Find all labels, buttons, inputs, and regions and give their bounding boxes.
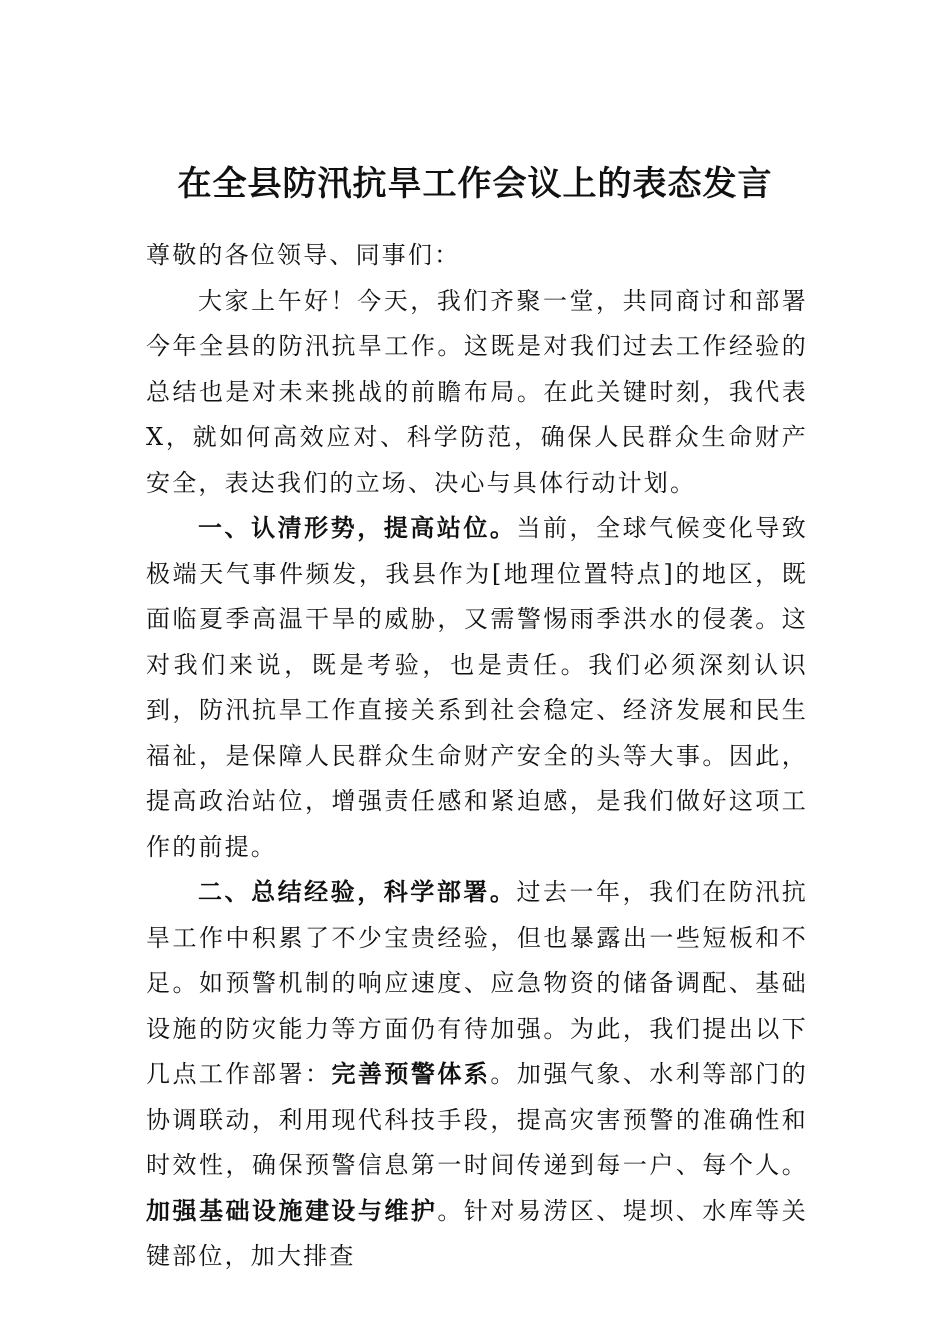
document-body <box>146 233 808 1280</box>
salutation: 尊敬的各位领导、同事们： <box>146 241 461 269</box>
point-1-heading: 完善预警体系 <box>331 1060 491 1088</box>
section-2-heading: 二、总结经验，科学部署。 <box>198 878 517 906</box>
section-1-heading: 一、认清形势，提高站位。 <box>198 514 517 542</box>
intro-paragraph: 大家上午好！今天，我们齐聚一堂，共同商讨和部署今年全县的防汛抗旱工作。这既是对我们过去工作经验的总结也是对未来挑战的前瞻布局。在此关键时刻，我代表X，就如何高效应对、科学防范，确保人民群众生命财产安全，表达我们的立场、决心与具体行动计划。 <box>146 286 808 497</box>
section-1-text: 当前，全球气候变化导致极端天气事件频发，我县作为[地理位置特点]的地区，既面临夏季高温干旱的威胁，又需警惕雨季洪水的侵袭。这对我们来说，既是考验，也是责任。我们必须深刻认识到，防汛抗旱工作直接关系到社会稳定、经济发展和民生福祉，是保障人民群众生命财产安全的头等大事。因此，提高政治站位，增强责任感和紧迫感，是我们做好这项工作的前提。 <box>146 514 808 861</box>
point-2-text: 。针对易涝区、堤坝、水库等关键部位，加大排查 <box>146 1196 808 1270</box>
document-title: 在全县防汛抗旱工作会议上的表态发言 <box>177 164 773 204</box>
section-2-paragraph <box>146 870 808 1280</box>
section-2-text: 过去一年，我们在防汛抗旱工作中积累了不少宝贵经验，但也暴露出一些短板和不足。如预警机制的响应速度、应急物资的储备调配、基础设施的防灾能力等方面仍有待加强。为此，我们提出以下几点工作部署： <box>146 878 808 1088</box>
point-1-text: 。加强气象、水利等部门的协调联动，利用现代科技手段，提高灾害预警的准确性和时效性，确保预警信息第一时间传递到每一户、每个人。 <box>146 1060 808 1179</box>
point-2-heading: 加强基础设施建设与维护 <box>146 1196 438 1225</box>
section-1-paragraph <box>146 506 808 870</box>
